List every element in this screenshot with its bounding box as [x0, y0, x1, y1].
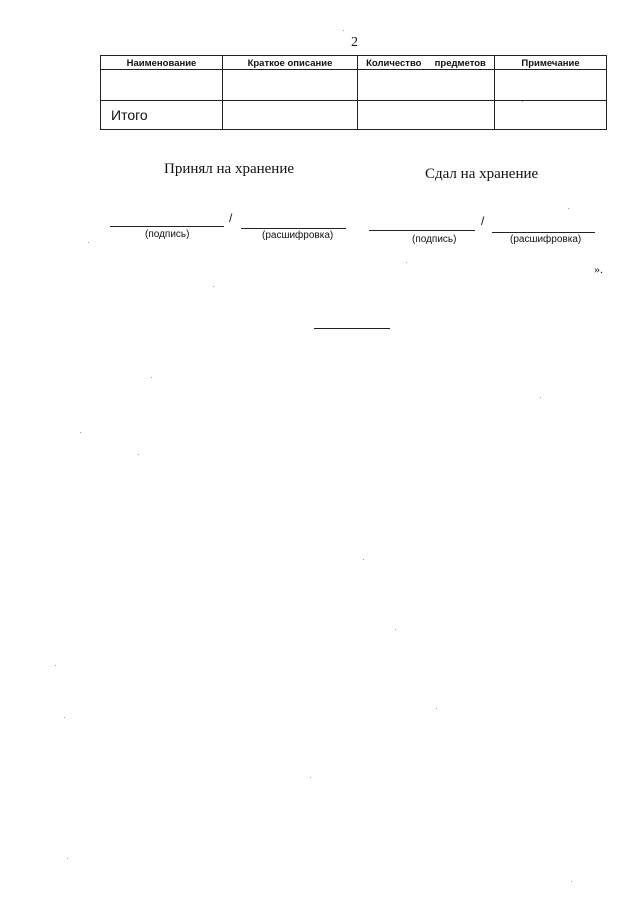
received-signature-line	[110, 226, 224, 227]
table-cell	[358, 70, 495, 101]
scan-speck	[64, 717, 65, 718]
scan-speck	[540, 397, 541, 398]
table-cell	[358, 101, 495, 130]
scan-speck	[571, 881, 572, 882]
scan-speck	[151, 377, 152, 378]
scan-speck	[343, 30, 344, 31]
handed-decoding-line	[492, 232, 595, 233]
table-cell	[223, 70, 358, 101]
received-signature-caption: (подпись)	[145, 229, 190, 240]
page-number: 2	[351, 35, 358, 50]
received-decoding-caption: (расшифровка)	[262, 230, 334, 241]
column-header-quantity: Количество предметов	[358, 56, 495, 70]
scan-speck	[310, 777, 311, 778]
scan-speck	[363, 559, 364, 560]
scan-speck	[80, 432, 81, 433]
scan-speck	[138, 454, 139, 455]
table-total-row	[101, 101, 607, 130]
scan-speck	[55, 665, 56, 666]
end-divider	[314, 328, 390, 329]
table-cell	[223, 101, 358, 130]
table-cell	[101, 70, 223, 101]
closing-quote-mark: ».	[594, 262, 603, 276]
table-row	[101, 70, 607, 101]
column-header-description: Краткое описание	[223, 56, 358, 70]
inventory-table	[100, 55, 607, 130]
total-label: Итого	[101, 101, 223, 130]
handed-signature-line	[369, 230, 475, 231]
handed-signature-caption: (подпись)	[412, 234, 457, 245]
table-header-row	[101, 56, 607, 70]
scan-speck	[67, 858, 68, 859]
received-slash: /	[229, 211, 233, 225]
scan-speck	[88, 242, 89, 243]
column-header-name: Наименование	[101, 56, 223, 70]
received-decoding-line	[241, 228, 346, 229]
scan-speck	[213, 286, 214, 287]
scan-speck	[436, 708, 437, 709]
scan-speck	[522, 101, 523, 102]
scan-speck	[406, 262, 407, 263]
table-cell	[495, 70, 607, 101]
column-header-note: Примечание	[495, 56, 607, 70]
received-heading: Принял на хранение	[164, 161, 295, 177]
handed-decoding-caption: (расшифровка)	[510, 234, 582, 245]
scan-speck	[568, 208, 569, 209]
table-cell	[495, 101, 607, 130]
handed-heading: Сдал на хранение	[425, 166, 539, 182]
handed-slash: /	[481, 214, 485, 228]
scan-speck	[395, 629, 396, 630]
